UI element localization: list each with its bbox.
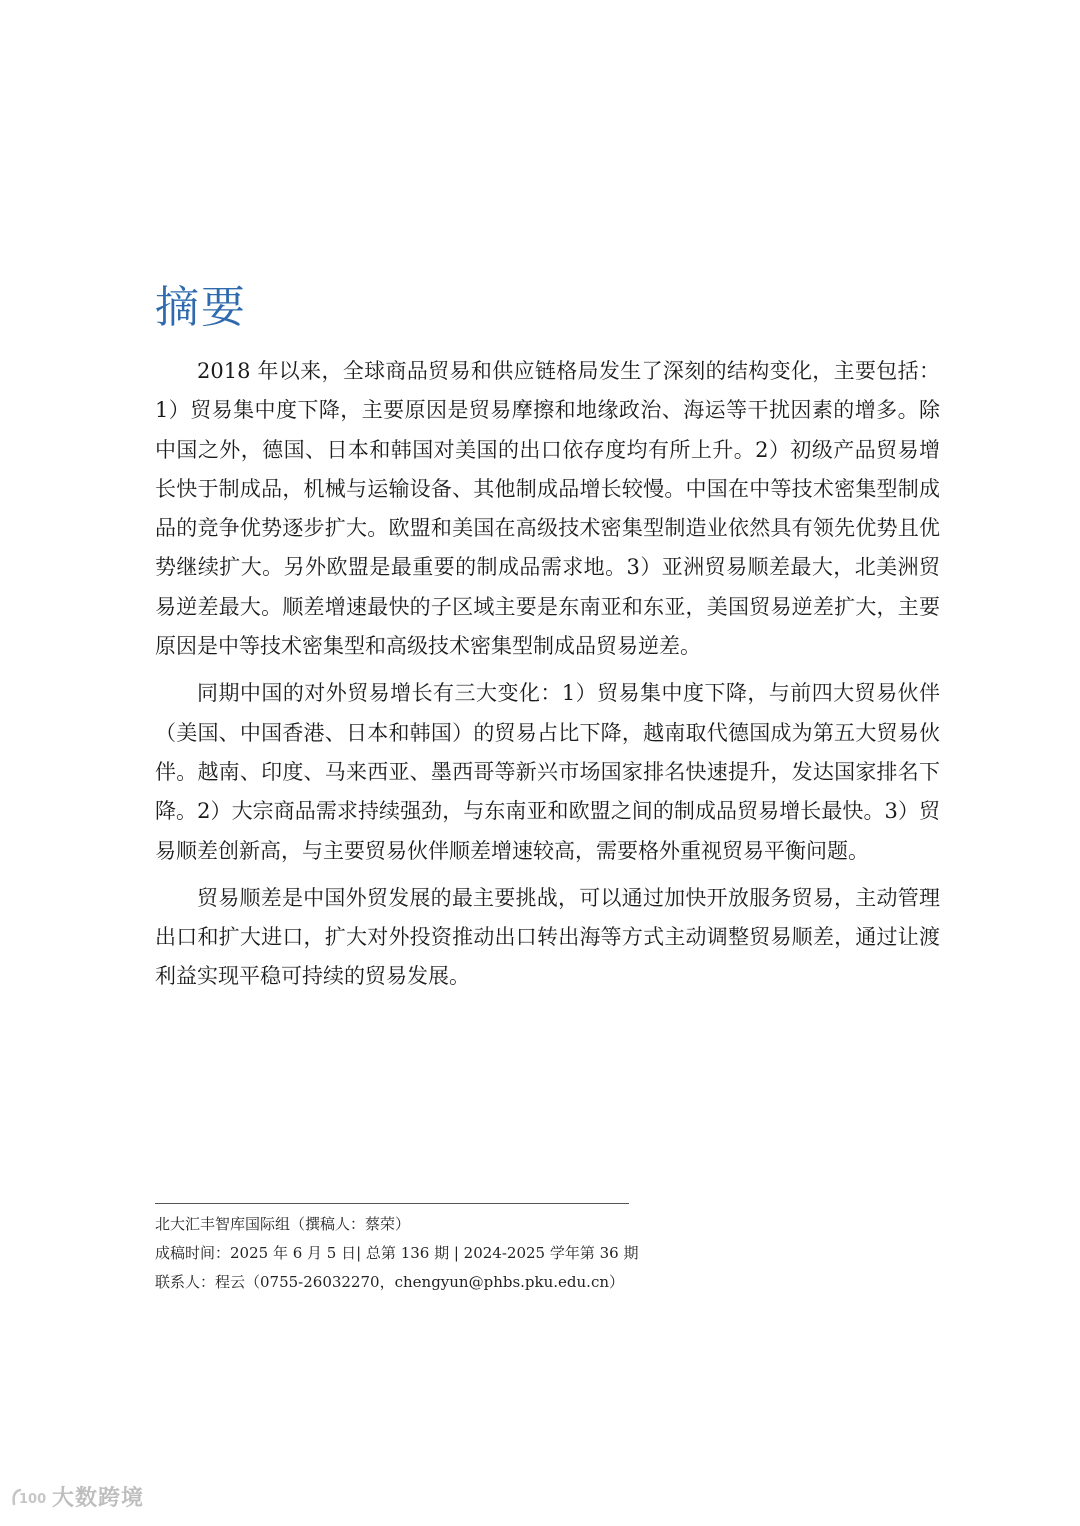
- footer-divider: [155, 1203, 629, 1204]
- abstract-body: [155, 352, 940, 1005]
- watermark: [10, 1481, 144, 1512]
- paragraph-2: 同期中国的对外贸易增长有三大变化：1）贸易集中度下降，与前四大贸易伙伴（美国、中国香港、日本和韩国）的贸易占比下降，越南取代德国成为第五大贸易伙伴。越南、印度、马来西亚、墨西哥等新兴市场国家排名快速提升，发达国家排名下降。2）大宗商品需求持续强劲，与东南亚和欧盟之间的制成品贸易增长最快。3）贸易顺差创新高，与主要贸易伙伴顺差增速较高，需要格外重视贸易平衡问题。: [155, 681, 940, 863]
- watermark-logo-icon: [10, 1484, 46, 1510]
- footer-date-issue: 成稿时间：2025 年 6 月 5 日| 总第 136 期 | 2024-2025 学年第 36 期: [155, 1244, 639, 1262]
- paragraph-1: 2018 年以来，全球商品贸易和供应链格局发生了深刻的结构变化，主要包括：1）贸易集中度下降，主要原因是贸易摩擦和地缘政治、海运等干扰因素的增多。除中国之外，德国、日本和韩国对美国的出口依存度均有所上升。2）初级产品贸易增长快于制成品，机械与运输设备、其他制成品增长较慢。中国在中等技术密集型制成品的竞争优势逐步扩大。欧盟和美国在高级技术密集型制造业依然具有领先优势且优势继续扩大。另外欧盟是最重要的制成品需求地。3）亚洲贸易顺差最大，北美洲贸易逆差最大。顺差增速最快的子区域主要是东南亚和东亚，美国贸易逆差扩大，主要原因是中等技术密集型和高级技术密集型制成品贸易逆差。: [155, 359, 940, 659]
- footer-notes: [155, 1210, 855, 1297]
- watermark-text: 大数跨境: [52, 1486, 145, 1511]
- page-title: 摘要: [155, 282, 247, 333]
- footer-contact: 联系人：程云（0755-26032270，chengyun@phbs.pku.edu.cn）: [155, 1273, 625, 1291]
- footer-org: 北大汇丰智库国际组（撰稿人：蔡荣）: [155, 1215, 411, 1233]
- svg-text:100: 100: [19, 1491, 46, 1507]
- paragraph-3: 贸易顺差是中国外贸发展的最主要挑战，可以通过加快开放服务贸易，主动管理出口和扩大进口，扩大对外投资推动出口转出海等方式主动调整贸易顺差，通过让渡利益实现平稳可持续的贸易发展。: [155, 885, 940, 989]
